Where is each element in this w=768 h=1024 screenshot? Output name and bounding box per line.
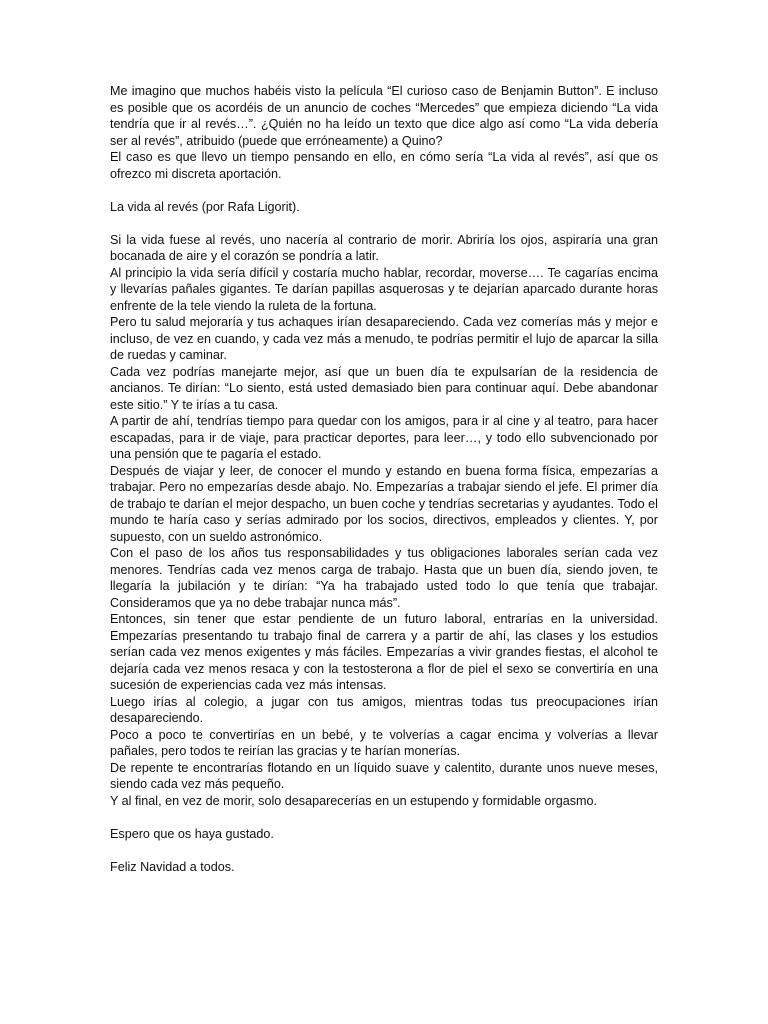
story-paragraph-3: Pero tu salud mejoraría y tus achaques irían desapareciendo. Cada vez comerías más y mejor e incluso, de vez en cuando, y cada vez más a menudo, te podrías permitir el lujo de aparcar la silla de ruedas y caminar.: [110, 315, 658, 362]
closing-line: Espero que os haya gustado.: [110, 826, 274, 841]
story-paragraph-5: A partir de ahí, tendrías tiempo para quedar con los amigos, para ir al cine y al teatro, para hacer escapadas, para ir de viaje, para practicar deportes, para leer…, y todo ello subvencionado por una pensión que te pagaría el estado.: [110, 414, 658, 461]
intro-paragraph-1: Me imagino que muchos habéis visto la película “El curioso caso de Benjamin Button”. E incluso es posible que os acordéis de un anuncio de coches “Mercedes” que empieza diciendo “La vida tendría que ir al revés…”. ¿Quién no ha leído un texto que dice algo así como “La vida debería ser al revés”, atribuido (puede que erróneamente) a Quino?: [110, 84, 658, 148]
story-paragraph-11: De repente te encontrarías flotando en un líquido suave y calentito, durante unos nueve meses, siendo cada vez más pequeño.: [110, 760, 658, 791]
story-paragraph-10: Poco a poco te convertirías en un bebé, y te volverías a cagar encima y volverías a llevar pañales, pero todos te reirían las gracias y te harían monerías.: [110, 727, 658, 758]
story-paragraph-12: Y al final, en vez de morir, solo desaparecerías en un estupendo y formidable orgasmo.: [110, 793, 598, 808]
document-page: [110, 83, 658, 875]
story-paragraph-6: Después de viajar y leer, de conocer el mundo y estando en buena forma física, empezarías a trabajar. Pero no empezarías desde abajo. No. Empezarías a trabajar siendo el jefe. El primer día de trabajo te darían el mejor despacho, un buen coche y tendrías secretarias y ayudantes. Todo el mundo te haría caso y serías admirado por los socios, directivos, empleados y clientes. Y, por supuesto, con un sueldo astronómico.: [110, 463, 658, 544]
story-paragraph-7: Con el paso de los años tus responsabilidades y tus obligaciones laborales serían cada vez menores. Tendrías cada vez menos carga de trabajo. Hasta que un buen día, siendo joven, te llegaría la jubilación y te dirían: “Ya ha trabajado usted todo lo que tenía que trabajar. Consideramos que ya no debe trabajar nunca más”.: [110, 546, 658, 610]
greeting-line: Feliz Navidad a todos.: [110, 859, 235, 874]
story-paragraph-8: Entonces, sin tener que estar pendiente de un futuro laboral, entrarías en la universidad. Empezarías presentando tu trabajo final de carrera y a partir de ahí, las clases y los estudios serían cada vez menos exigentes y más fáciles. Empezarías a vivir grandes fiestas, el alcohol te dejaría cada vez menos resaca y con la testosterona a flor de piel el sexo se convertiría en una sucesión de experiencias cada vez más intensas.: [110, 612, 658, 692]
story-paragraph-2: Al principio la vida sería difícil y costaría mucho hablar, recordar, moverse…. Te cagarías encima y llevarías pañales gigantes. Te darían papillas asquerosas y te dejarían aparcado durante horas enfrente de la tele viendo la ruleta de la fortuna.: [110, 265, 658, 313]
intro-paragraph-2: El caso es que llevo un tiempo pensando en ello, en cómo sería “La vida al revés”, así que os ofrezco mi discreta aportación.: [110, 150, 658, 181]
story-paragraph-1: Si la vida fuese al revés, uno nacería al contrario de morir. Abriría los ojos, aspiraría una gran bocanada de aire y el corazón se pondría a latir.: [110, 232, 658, 263]
story-paragraph-4: Cada vez podrías manejarte mejor, así que un buen día te expulsarían de la residencia de ancianos. Te dirían: “Lo siento, está usted demasiado bien para continuar aquí. Debe abandonar este sitio.” Y te irías a tu casa.: [110, 364, 658, 412]
story-title: La vida al revés (por Rafa Ligorit).: [110, 199, 300, 214]
story-paragraph-9: Luego irías al colegio, a jugar con tus amigos, mientras todas tus preocupaciones irían desapareciendo.: [110, 694, 658, 725]
